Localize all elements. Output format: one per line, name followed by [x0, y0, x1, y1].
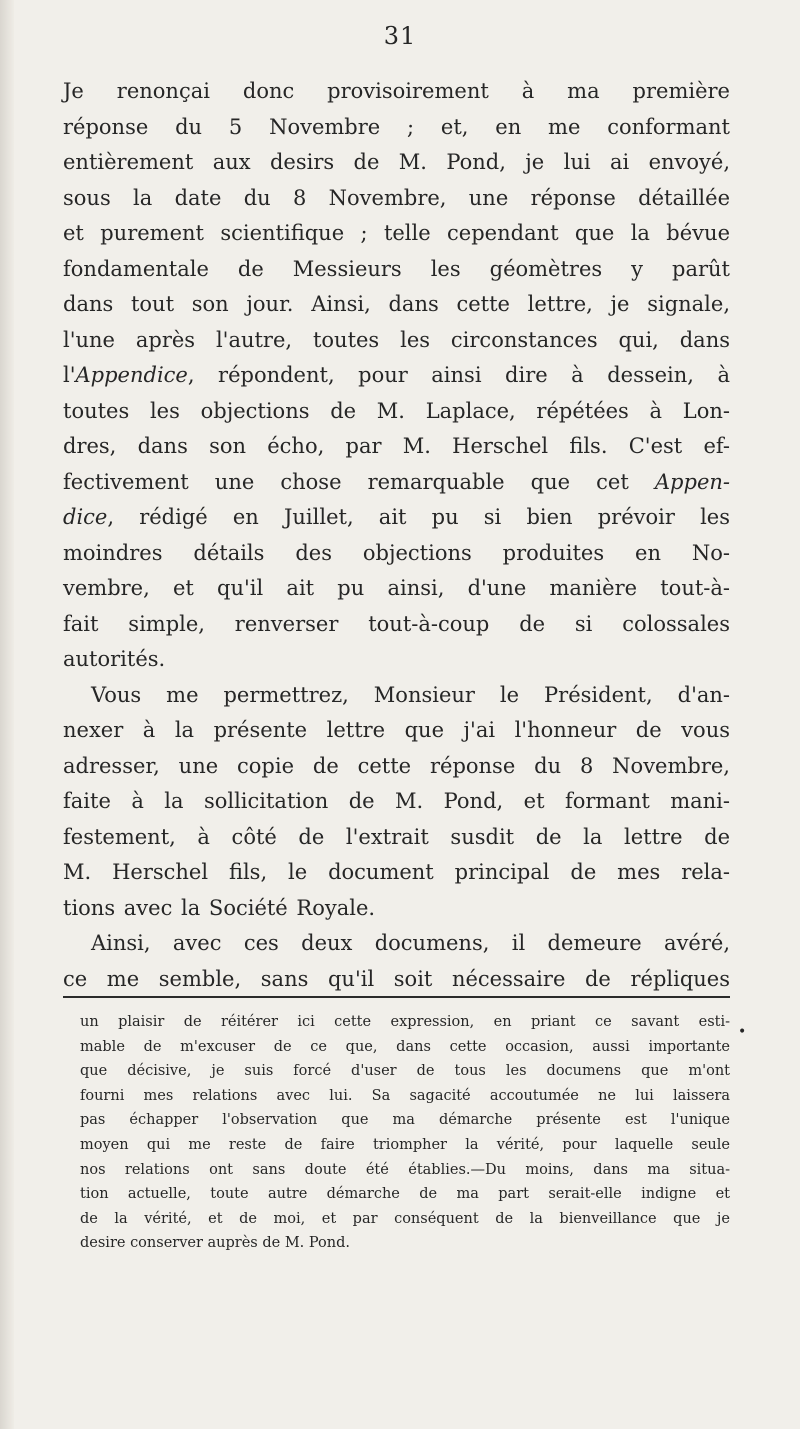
body-line: tions avec la Société Royale.	[63, 895, 376, 920]
body-line: ce me semble, sans qu'il soit nécessaire de répliques	[63, 966, 730, 991]
body-line: faite à la sollicitation de M. Pond, et formant mani-	[63, 789, 730, 813]
footnote-line: de la vérité, et de moi, et par conséquent de la bienveillance que je	[80, 1210, 730, 1227]
body-line: l'Appendice, répondent, pour ainsi dire à dessein, à	[63, 363, 730, 387]
footnote-line: que décisive, je suis forcé d'user de tous les documens que m'ont	[80, 1063, 730, 1080]
body-line: entièrement aux desirs de M. Pond, je lui ai envoyé,	[63, 150, 730, 174]
body-line: autorités.	[63, 647, 166, 671]
footnote-line: fourni mes relations avec lui. Sa sagacité accoutumée ne lui laissera	[80, 1087, 730, 1104]
body-line: toutes les objections de M. Laplace, répétées à Lon-	[63, 398, 730, 423]
footnote-mark: •	[738, 1024, 747, 1040]
body-line: Je renonçai donc provisoirement à ma première	[63, 79, 730, 103]
body-line: fondamentale de Messieurs les géomètres y parût	[63, 256, 730, 281]
body-line: dres, dans son écho, par M. Herschel fils. C'est ef-	[63, 434, 730, 458]
footnote-line: un plaisir de réitérer ici cette expression, en priant ce savant esti-	[80, 1014, 730, 1030]
body-line: dans tout son jour. Ainsi, dans cette lettre, je signale,	[63, 292, 730, 316]
body-line: Vous me permettrez, Monsieur le Président, d'an-	[91, 682, 730, 707]
body-line: fectivement une chose remarquable que cet Appen-	[63, 469, 730, 494]
body-line: M. Herschel fils, le document principal de mes rela-	[63, 860, 730, 884]
page-number: 31	[383, 22, 417, 50]
footnote-line: moyen qui me reste de faire triompher la vérité, pour laquelle seule	[80, 1136, 730, 1153]
body-line: l'une après l'autre, toutes les circonstances qui, dans	[63, 327, 730, 352]
body-line: dice, rédigé en Juillet, ait pu si bien prévoir les	[63, 505, 730, 529]
footnote-line: pas échapper l'observation que ma démarche présente est l'unique	[80, 1112, 730, 1129]
footnote-divider	[63, 996, 730, 998]
body-line: moindres détails des objections produites en No-	[63, 540, 730, 565]
body-line: fait simple, renverser tout-à-coup de si colossales	[63, 611, 730, 636]
body-line: festement, à côté de l'extrait susdit de la lettre de	[63, 824, 730, 849]
body-line: sous la date du 8 Novembre, une réponse détaillée	[63, 185, 730, 210]
body-line: Ainsi, avec ces deux documens, il demeure avéré,	[91, 931, 730, 955]
body-line: adresser, une copie de cette réponse du 8 Novembre,	[63, 753, 730, 778]
body-line: vembre, et qu'il ait pu ainsi, d'une manière tout-à-	[63, 576, 730, 600]
footnote-line: desire conserver auprès de M. Pond.	[80, 1235, 351, 1252]
page-edge-shadow	[0, 0, 14, 1429]
footnote-line: tion actuelle, toute autre démarche de ma part serait-elle indigne et	[80, 1186, 730, 1203]
footnote	[80, 1010, 730, 1256]
footnote-line: mable de m'excuser de ce que, dans cette occasion, aussi importante	[80, 1038, 730, 1055]
body-text	[63, 74, 730, 997]
footnote-line: nos relations ont sans doute été établies.—Du moins, dans ma situa-	[80, 1161, 730, 1178]
body-line: réponse du 5 Novembre ; et, en me conformant	[63, 114, 730, 139]
body-line: nexer à la présente lettre que j'ai l'honneur de vous	[63, 718, 730, 742]
body-line: et purement scientifique ; telle cependant que la bévue	[63, 221, 730, 245]
